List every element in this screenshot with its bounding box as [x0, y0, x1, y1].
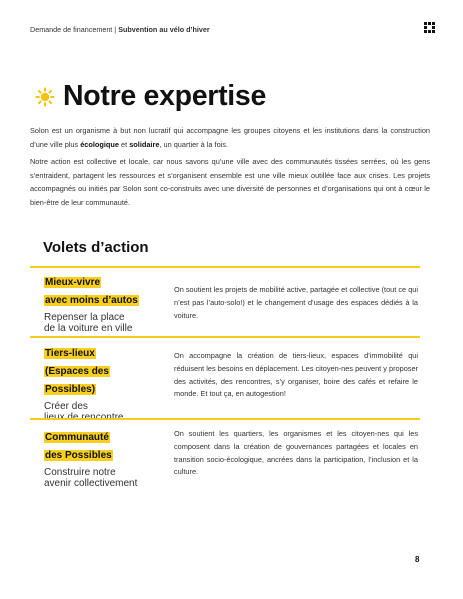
volet-1-description: On soutient les projets de mobilité active, partagée et collective (tout ce qui n’est pas l’auto-solo!) et le changement d’usage des espaces dédiés à la voiture.: [174, 285, 418, 320]
header-doc-type: Demande de financement |: [30, 25, 117, 34]
volet-3-description: On soutient les quartiers, les organismes et les citoyen-nes qui les composent dans la création de gouvernances partagées et locales en transition socio-écologique, ancrées dans la participation, l’inclusion et la culture.: [174, 429, 418, 477]
volet-2-tagline: Créer des: [44, 401, 88, 412]
divider: [30, 266, 420, 268]
volet-2-description: On accompagne la création de tiers-lieux, espaces d’immobilité qui réduisent les besoins en déplacement. Les citoyen-nes peuvent y proposer des activités, des rencontres, s’y organiser, boire des cafés et refaire le monde. Et tout ça, en autogestion!: [174, 351, 418, 399]
section-title: Volets d’action: [43, 239, 149, 256]
volet-1-tagline: Repenser la place de la voiture en ville: [44, 312, 133, 334]
volet-1-left: [44, 272, 164, 335]
volet-3-name: Communauté des Possibles: [45, 432, 112, 461]
header-doc-title: Subvention au vélo d’hiver: [118, 25, 210, 34]
volet-2-left: [44, 343, 164, 424]
page-header: [30, 25, 210, 34]
title-row: [35, 80, 266, 113]
intro-paragraph-2: Notre action est collective et locale, car nous savons qu’une ville avec des communautés tissées serrées, où les gens s’entraident, partagent les ressources et s’organisent ensemble est une ville mieux outillée face aux crises. Les projets accompagnés ou initiés par Solon sont co-construits avec une diversité de personnes et d’organisations qui ont à cœur le bien-être de leur communauté.: [30, 157, 430, 207]
volet-3-left: [44, 427, 164, 490]
intro-paragraph-1: Solon est un organisme à but non lucratif qui accompagne les groupes citoyens et les institutions dans la construction d’une ville plus écologique et solidaire, un quartier à la fois.: [30, 126, 430, 149]
volet-2-name: Tiers-lieux (Espaces des Possibles): [45, 348, 109, 395]
page-title: Notre expertise: [63, 80, 267, 112]
volet-3-tagline: Construire notre avenir collectivement: [44, 467, 138, 489]
grid-logo-icon: [424, 22, 436, 34]
sun-icon: [35, 87, 55, 107]
divider: [30, 418, 420, 420]
page-number: 8: [415, 555, 420, 564]
volet-1-name: Mieux-vivre avec moins d’autos: [45, 277, 138, 306]
divider: [30, 336, 420, 338]
